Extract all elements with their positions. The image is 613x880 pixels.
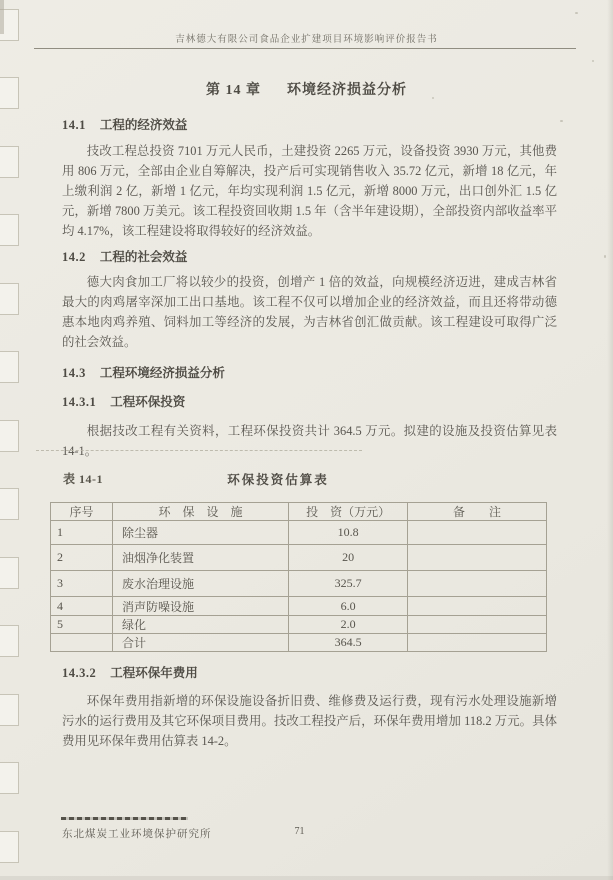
cell-no: 1 — [51, 521, 113, 545]
binding-hole — [0, 625, 19, 657]
footer-organization: 东北煤炭工业环境保护研究所 — [62, 829, 212, 840]
chapter-heading — [0, 79, 613, 99]
cell-no: 4 — [51, 597, 113, 616]
cell-facility: 油烟净化装置 — [113, 545, 289, 571]
scan-fold-line — [36, 450, 362, 451]
section-number: 14.3.1 — [62, 395, 97, 409]
section-paragraph-14-1: 技改工程总投资 7101 万元人民币，土建投资 2265 万元，设备投资 3930 万元，其他费用 806 万元，全部由企业自筹解决，投产后可实现销售收入 35.72 亿元，新增 18 亿元，年上缴利润 2 亿，新增 1 亿元，年均实现利润 1.5 亿元，新增 8000 万元，出口创外汇 1.5 亿元，新增 7800 万美元。该工程投资回收期 1.5 年（含半年建设期），全部投资内部收益率平均 4.17%，该工程建设将取得较好的经济效益。 — [62, 144, 557, 238]
section-paragraph-14-3-1: 根据技改工程有关资料，工程环保投资共计 364.5 万元。拟建的设施及投资估算见表 14-1。 — [62, 424, 557, 458]
cell-no: 3 — [51, 571, 113, 597]
section-heading-14-3-1 — [62, 392, 185, 410]
table-row — [51, 521, 547, 545]
cell-investment: 364.5 — [289, 634, 408, 652]
binding-hole — [0, 146, 19, 178]
binding-hole — [0, 283, 19, 315]
cell-facility: 除尘器 — [113, 521, 289, 545]
section-number: 14.1 — [62, 118, 86, 132]
section-paragraph-14-3-2: 环保年费用指新增的环保设施设备折旧费、维修费及运行费，现有污水处理设施新增污水的运行费用及其它环保项目费用。技改工程投产后，环保年费用增加 118.2 万元。具体费用见环保年费用估算表 14-2。 — [62, 694, 557, 748]
table-title: 环保投资估算表 — [227, 473, 329, 487]
table-row — [51, 545, 547, 571]
table-row — [51, 616, 547, 634]
running-header-title: 吉林德大有限公司食品企业扩建项目环境影响评价报告书 — [175, 35, 438, 45]
scan-edge-shadow — [0, 876, 613, 880]
cell-no: 2 — [51, 545, 113, 571]
chapter-number: 第 14 章 — [206, 83, 261, 98]
table-row — [51, 571, 547, 597]
section-number: 14.3.2 — [62, 666, 97, 680]
cell-no: 5 — [51, 616, 113, 634]
cell-investment: 6.0 — [289, 597, 408, 616]
binding-hole — [0, 420, 19, 452]
section-number: 14.3 — [62, 366, 86, 380]
cell-remark — [408, 545, 547, 571]
binding-hole — [0, 762, 19, 794]
cell-investment: 20 — [289, 545, 408, 571]
table-total-row — [51, 634, 547, 652]
investment-table — [50, 502, 547, 652]
scan-speck — [560, 120, 563, 122]
section-title: 工程环保投资 — [110, 395, 186, 409]
col-header-facility: 环 保 设 施 — [113, 503, 289, 521]
cell-no — [51, 634, 113, 652]
cell-remark — [408, 616, 547, 634]
binding-hole — [0, 351, 19, 383]
footer-page-number: 71 — [294, 826, 305, 837]
section-number: 14.2 — [62, 250, 86, 264]
cell-investment: 2.0 — [289, 616, 408, 634]
cell-facility: 消声防噪设施 — [113, 597, 289, 616]
section-title: 工程环境经济损益分析 — [99, 366, 225, 380]
cell-facility: 废水治理设施 — [113, 571, 289, 597]
section-heading-14-1 — [62, 115, 187, 133]
cell-facility: 合计 — [113, 634, 289, 652]
section-title: 工程的经济效益 — [99, 118, 188, 132]
cell-investment: 10.8 — [289, 521, 408, 545]
chapter-title: 环境经济损益分析 — [287, 83, 407, 98]
binding-hole — [0, 557, 19, 589]
cell-facility: 绿化 — [113, 616, 289, 634]
scan-speck — [604, 255, 606, 258]
footer-rule — [61, 817, 188, 820]
section-title: 工程的社会效益 — [99, 250, 188, 264]
table-header-row — [51, 503, 547, 521]
scan-edge-shadow — [0, 0, 4, 34]
scan-speck — [575, 12, 578, 14]
table-label: 表 14-1 — [63, 472, 103, 486]
binding-hole — [0, 694, 19, 726]
cell-remark — [408, 521, 547, 545]
section-title: 工程环保年费用 — [110, 666, 198, 680]
scan-edge-shadow — [607, 0, 613, 880]
scan-speck — [592, 60, 594, 62]
binding-hole — [0, 488, 19, 520]
col-header-remark: 备 注 — [408, 503, 547, 521]
col-header-no: 序号 — [51, 503, 113, 521]
section-heading-14-2 — [62, 247, 187, 265]
binding-hole — [0, 214, 19, 246]
cell-remark — [408, 634, 547, 652]
col-header-investment: 投 资（万元） — [289, 503, 408, 521]
cell-remark — [408, 571, 547, 597]
header-rule — [34, 48, 576, 49]
table-row — [51, 597, 547, 616]
section-heading-14-3 — [62, 363, 225, 381]
table-caption-row — [0, 470, 613, 488]
cell-remark — [408, 597, 547, 616]
section-paragraph-14-2: 德大肉食加工厂将以较少的投资，创增产 1 倍的效益，向规模经济迈进，建成吉林省最大的肉鸡屠宰深加工出口基地。该工程不仅可以增加企业的经济效益，而且还将带动德惠本地肉鸡养殖、饲料加工等经济的发展，为吉林省创汇做贡献。该工程建设可取得广泛的社会效益。 — [62, 275, 557, 349]
section-heading-14-3-2 — [62, 663, 198, 681]
cell-investment: 325.7 — [289, 571, 408, 597]
